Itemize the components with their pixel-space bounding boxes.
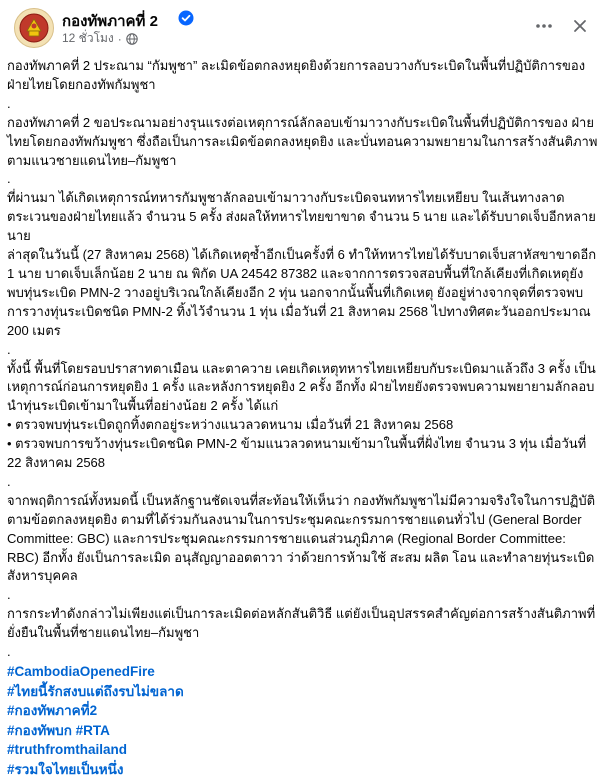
- close-button[interactable]: [566, 12, 594, 40]
- post-meta: [62, 29, 138, 48]
- separator-dot: .: [7, 587, 11, 603]
- post-body: [7, 57, 599, 780]
- separator-dot: .: [7, 644, 11, 660]
- paragraph-headline: กองทัพภาคที่ 2 ประณาม “กัมพูชา” ละเมิดข้อตกลงหยุดยิงด้วยการลอบวางกับระเบิดในพื้นที่ปฏิบัติการของฝ่ายไทยโดยกองทัพกัมพูชา: [7, 58, 586, 92]
- separator-dot: .: [7, 171, 11, 187]
- more-options-button[interactable]: [530, 12, 558, 40]
- hashtag-link[interactable]: #กองทัพภาคที่2: [7, 703, 98, 719]
- separator-dot: .: [7, 95, 11, 111]
- verified-icon: [178, 10, 194, 26]
- post-header: [0, 0, 604, 60]
- hashtag-link[interactable]: #ไทยนี้รักสงบแต่ถึงรบไม่ขลาด: [7, 683, 184, 699]
- close-icon: [572, 18, 588, 34]
- globe-icon: [126, 33, 138, 45]
- army-emblem-icon: [15, 9, 53, 47]
- hashtag-link[interactable]: #รวมใจไทยเป็นหนึ่ง: [7, 761, 124, 777]
- hashtag-link[interactable]: #กองทัพบก #RTA: [7, 722, 110, 738]
- paragraph-condemnation: กองทัพภาคที่ 2 ขอประณามอย่างรุนแรงต่อเหตุการณ์ลักลอบเข้ามาวางกับระเบิดในพื้นที่ปฏิบัติการของ ฝ่ายไทยโดยกองทัพกัมพูชา ซึ่งถือเป็นการละเมิดข้อตกลงหยุดยิง และบั่นทอนความพยายามในการสร้างสันติภาพตามแนวชายแดนไทย–กัมพูชา: [7, 114, 598, 168]
- paragraph-conclusion: การกระทำดังกล่าวไม่เพียงแต่เป็นการละเมิดต่อหลักสันติวิธี แต่ยังเป็นอุปสรรคสำคัญต่อการสร้างสันติภาพที่ยั่งยืนในพื้นที่ชายแดนไทย–กัมพูชา: [7, 606, 596, 641]
- separator-dot: .: [7, 473, 11, 489]
- paragraph-area-history: ทั้งนี้ พื้นที่โดยรอบปราสาทตาเมือน และตาควาย เคยเกิดเหตุทหารไทยเหยียบกับระเบิดมาแล้วถึง 3 ครั้ง เป็นเหตุการณ์ก่อนการหยุดยิง 1 ครั้ง และหลังการหยุดยิง 2 ครั้ง อีกทั้ง ฝ่ายไทยยังตรวจพบความพยายามลักลอบนำทุ่นระเบิดเข้ามาในพื้นที่อย่างน้อย 2 ครั้ง ได้แก่: [7, 360, 596, 414]
- more-icon: [534, 16, 554, 36]
- page-name[interactable]: กองทัพภาคที่ 2: [62, 13, 158, 30]
- hashtag-link[interactable]: #truthfromthailand: [7, 742, 127, 758]
- timestamp[interactable]: 12 ชั่วโมง: [62, 31, 114, 45]
- page-avatar[interactable]: [14, 8, 54, 48]
- hashtag-list: [7, 662, 599, 780]
- paragraph-past-incidents: ที่ผ่านมา ได้เกิดเหตุการณ์ทหารกัมพูชาลักลอบเข้ามาวางกับระเบิดจนทหารไทยเหยียบ ในเส้นทางลาดตระเวนของฝ่ายไทยแล้ว จำนวน 5 ครั้ง ส่งผลให้ทหารไทยขาขาด จำนวน 5 นาย และได้รับบาดเจ็บอีกหลายนาย: [7, 190, 596, 244]
- paragraph-evidence: จากพฤติการณ์ทั้งหมดนี้ เป็นหลักฐานชัดเจนที่สะท้อนให้เห็นว่า กองทัพกัมพูชาไม่มีความจริงใจในการปฏิบัติตามข้อตกลงหยุดยิง ตามที่ได้ร่วมกันลงนามในการประชุมคณะกรรมการชายแดนทั่วไป (General Border Committee: GBC) และการประชุมคณะกรรมการชายแดนส่วนภูมิภาค (Regional Border Committee: RBC) อีกทั้ง ยังเป็นการละเมิด อนุสัญญาออตตาวา ว่าด้วยการห้ามใช้ สะสม ผลิต โอน และทำลายทุ่นระเบิดสังหารบุคคล: [7, 492, 596, 584]
- paragraph-latest-incident: ล่าสุดในวันนี้ (27 สิงหาคม 2568) ได้เกิดเหตุซ้ำอีกเป็นครั้งที่ 6 ทำให้ทหารไทยได้รับบาดเจ็บสาหัสขาขาดอีก 1 นาย บาดเจ็บเล็กน้อย 2 นาย ณ พิกัด UA 24542 87382 และจากการตรวจสอบพื้นที่ใกล้เคียงที่เกิดเหตุยังพบทุ่นระเบิด PMN-2 วางอยู่บริเวณใกล้เคียงอีก 2 ทุ่น นอกจากนั้นพื้นที่เกิดเหตุ ยังอยู่ห่างจากจุดที่ตรวจพบการวางทุ่นระเบิดชนิด PMN-2 ทิ้งไว้จำนวน 1 ทุ่น เมื่อวันที่ 21 สิงหาคม 2568 ไปทางทิศตะวันออกประมาณ 200 เมตร: [7, 247, 597, 338]
- bullet-item: • ตรวจพบการขว้างทุ่นระเบิดชนิด PMN-2 ข้ามแนวลวดหนามเข้ามาในพื้นที่ฝั่งไทย จำนวน 3 ทุ่น เมื่อวันที่ 22 สิงหาคม 2568: [7, 436, 587, 471]
- separator-dot: .: [7, 341, 11, 357]
- bullet-item: • ตรวจพบทุ่นระเบิดถูกทิ้งตกอยู่ระหว่างแนวลวดหนาม เมื่อวันที่ 21 สิงหาคม 2568: [7, 417, 454, 433]
- hashtag-link[interactable]: #CambodiaOpenedFire: [7, 664, 155, 679]
- meta-separator: ·: [117, 31, 122, 46]
